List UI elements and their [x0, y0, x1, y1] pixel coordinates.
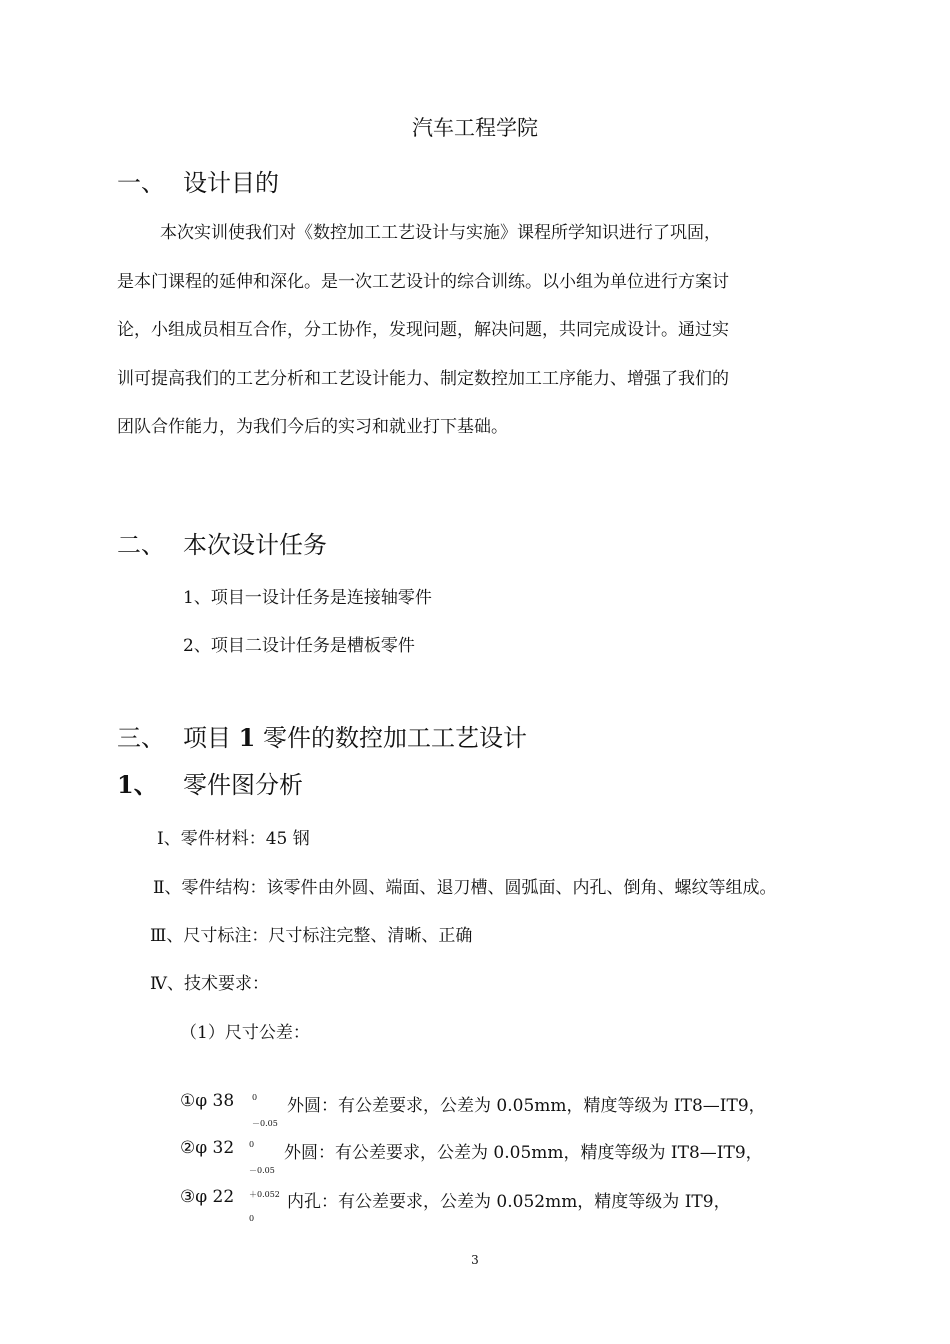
subsection-number: 1、 [117, 770, 158, 799]
section-number: 二、 [117, 531, 165, 559]
section-heading-1 [117, 163, 517, 195]
page-number: 3 [471, 1253, 479, 1267]
page-header-title: 汽车工程学院 [412, 116, 538, 140]
subsection-title: 零件图分析 [183, 771, 303, 799]
section-number: 一、 [117, 169, 165, 197]
paragraph-line: 本次实训使我们对《数控加工工艺设计与实施》课程所学知识进行了巩固， [160, 223, 721, 243]
analysis-item: Ⅰ、零件材料：45 钢 [157, 829, 310, 849]
tolerance-heading: （1）尺寸公差： [180, 1023, 310, 1043]
section-title [183, 718, 527, 753]
tolerance-lower: －0.05 [249, 1166, 275, 1175]
tolerance-desc: 内孔：有公差要求，公差为 0.052mm，精度等级为 IT9， [287, 1192, 731, 1212]
tolerance-label: ②φ 32 [180, 1138, 235, 1158]
tolerance-lower: 0 [249, 1214, 255, 1223]
section-title-prefix: 项目 [183, 724, 239, 752]
paragraph-line: 是本门课程的延伸和深化。是一次工艺设计的综合训练。以小组为单位进行方案讨 [117, 272, 729, 292]
task-item: 2、项目二设计任务是槽板零件 [183, 636, 415, 656]
tolerance-label: ③φ 22 [180, 1187, 235, 1207]
section-title: 本次设计任务 [183, 531, 327, 559]
analysis-item: Ⅲ、尺寸标注：尺寸标注完整、清晰、正确 [150, 926, 473, 946]
task-item: 1、项目一设计任务是连接轴零件 [183, 588, 432, 608]
tolerance-label: ①φ 38 [180, 1091, 235, 1111]
section-title: 设计目的 [183, 169, 279, 197]
paragraph-line: 团队合作能力，为我们今后的实习和就业打下基础。 [117, 417, 508, 437]
tolerance-lower: －0.05 [252, 1119, 278, 1128]
tolerance-upper: ＋0.052 [249, 1190, 280, 1199]
analysis-item: Ⅳ、技术要求： [150, 974, 269, 994]
section-title-number: 1 [238, 723, 256, 752]
tolerance-upper: 0 [252, 1093, 258, 1102]
tolerance-upper: 0 [249, 1140, 255, 1149]
tolerance-desc: 外圆：有公差要求，公差为 0.05mm，精度等级为 IT8—IT9， [284, 1143, 763, 1163]
paragraph-line: 训可提高我们的工艺分析和工艺设计能力、制定数控加工工序能力、增强了我们的 [117, 369, 729, 389]
analysis-item: Ⅱ、零件结构：该零件由外圆、端面、退刀槽、圆弧面、内孔、倒角、螺纹等组成。 [153, 878, 777, 898]
section-heading-2 [117, 525, 517, 557]
subsection-heading-1 [117, 765, 517, 797]
section-title-suffix: 零件的数控加工工艺设计 [255, 724, 527, 752]
section-number: 三、 [117, 724, 165, 752]
tolerance-desc: 外圆：有公差要求，公差为 0.05mm，精度等级为 IT8—IT9， [287, 1096, 766, 1116]
paragraph-line: 论，小组成员相互合作，分工协作，发现问题，解决问题，共同完成设计。通过实 [117, 320, 729, 340]
section-heading-3 [117, 718, 617, 750]
